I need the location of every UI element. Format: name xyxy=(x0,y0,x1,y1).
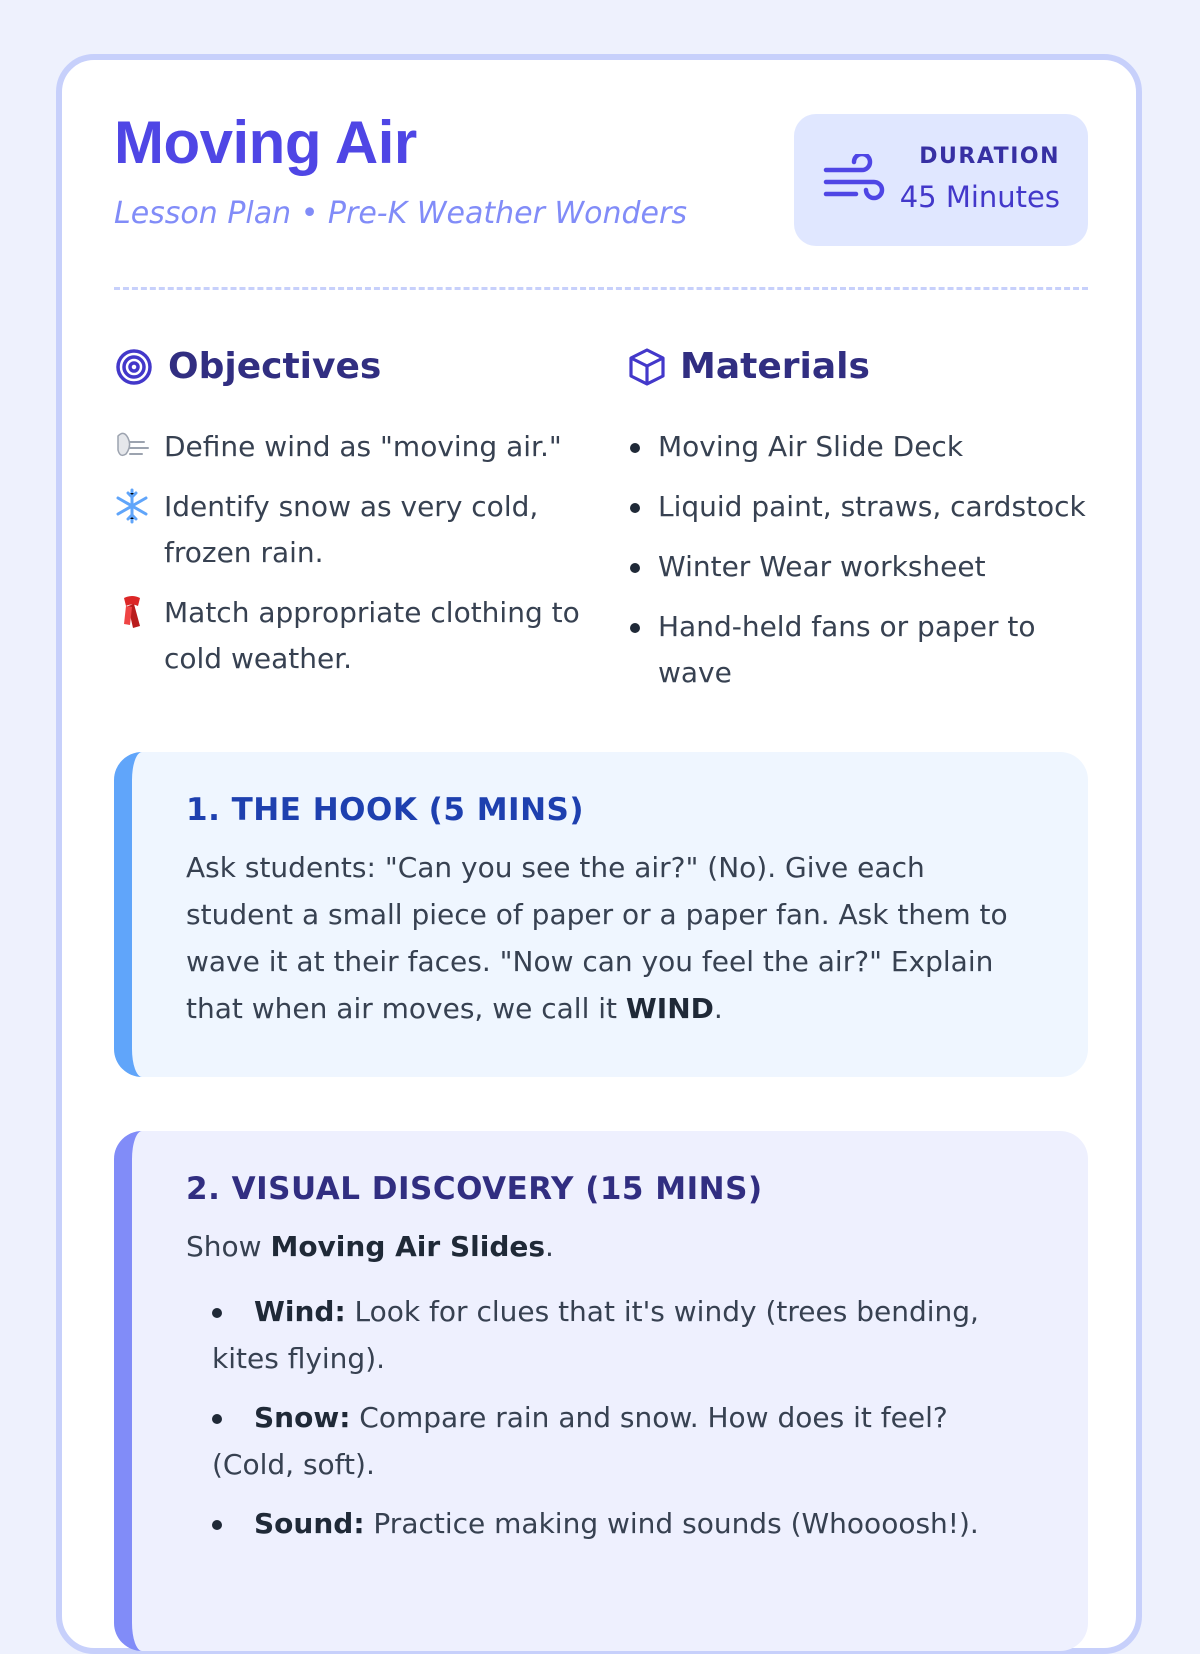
list-item xyxy=(114,484,584,576)
list-item xyxy=(186,1394,1034,1488)
bullet-label: Snow: xyxy=(254,1401,351,1434)
list-item xyxy=(186,1500,1034,1547)
cube-icon xyxy=(628,347,666,387)
step-heading: 1. THE HOOK (5 MINS) xyxy=(186,792,585,828)
list-item xyxy=(628,544,1088,590)
header-divider xyxy=(114,287,1088,290)
step-intro-start: Show xyxy=(186,1230,271,1263)
step-intro xyxy=(186,1223,1034,1270)
wind-face-icon xyxy=(114,426,150,466)
duration-value: 45 Minutes xyxy=(899,180,1060,214)
material-text: Moving Air Slide Deck xyxy=(658,430,964,463)
snowflake-icon xyxy=(114,486,150,526)
step-hook xyxy=(114,752,1088,1077)
step-text-main: Ask students: "Can you see the air?" (No). Give each student a small piece of paper or a paper fan. Ask them to wave it at their faces. "Now can you feel the air?" Explain that when air moves, we call it xyxy=(186,851,1008,1025)
bullet-dot xyxy=(630,623,640,633)
materials-heading-label: Materials xyxy=(680,346,870,387)
step-intro-bold: Moving Air Slides xyxy=(270,1230,546,1263)
bullet-label: Wind: xyxy=(254,1295,346,1328)
step-text xyxy=(186,844,1034,1032)
bullet-dot xyxy=(212,1308,222,1318)
objective-text: Define wind as "moving air." xyxy=(164,430,562,463)
duration-badge xyxy=(794,114,1088,246)
page-subtitle: Lesson Plan • Pre-K Weather Wonders xyxy=(114,196,687,231)
list-item xyxy=(628,424,1088,470)
step-text-end: . xyxy=(713,992,723,1025)
objectives-heading xyxy=(114,346,381,387)
duration-label: DURATION xyxy=(919,144,1060,169)
materials-list xyxy=(628,424,1088,710)
bullet-dot xyxy=(630,563,640,573)
bullet-dot xyxy=(212,1414,222,1424)
objectives-list xyxy=(114,424,584,696)
bullet-text: Look for clues that it's windy (trees bending, kites flying). xyxy=(212,1295,979,1375)
material-text: Winter Wear worksheet xyxy=(658,550,986,583)
material-text: Liquid paint, straws, cardstock xyxy=(658,490,1086,523)
bullet-label: Sound: xyxy=(254,1507,365,1540)
step-visual-discovery xyxy=(114,1131,1088,1651)
material-text: Hand-held fans or paper to wave xyxy=(658,610,1036,689)
bullet-text: Practice making wind sounds (Whoooosh!). xyxy=(364,1507,979,1540)
list-item xyxy=(114,424,584,470)
step-intro-end: . xyxy=(545,1230,554,1263)
step-heading: 2. VISUAL DISCOVERY (15 MINS) xyxy=(186,1171,763,1207)
objectives-heading-label: Objectives xyxy=(168,346,382,387)
step-text-bold: WIND xyxy=(625,992,714,1025)
objective-text: Match appropriate clothing to cold weather. xyxy=(164,596,580,675)
objective-text: Identify snow as very cold, frozen rain. xyxy=(164,490,539,569)
bullet-dot xyxy=(630,443,640,453)
list-item xyxy=(114,590,584,682)
bullet-dot xyxy=(212,1520,222,1530)
bullet-text: Compare rain and snow. How does it feel? (Cold, soft). xyxy=(212,1401,948,1481)
list-item xyxy=(628,604,1088,696)
materials-heading xyxy=(628,346,870,387)
step-bullet-list xyxy=(186,1288,1034,1547)
list-item xyxy=(186,1288,1034,1382)
list-item xyxy=(628,484,1088,530)
bullet-dot xyxy=(630,503,640,513)
scarf-icon xyxy=(114,592,150,632)
page-title: Moving Air xyxy=(114,109,417,176)
target-icon xyxy=(114,347,154,387)
wind-icon xyxy=(822,154,888,206)
